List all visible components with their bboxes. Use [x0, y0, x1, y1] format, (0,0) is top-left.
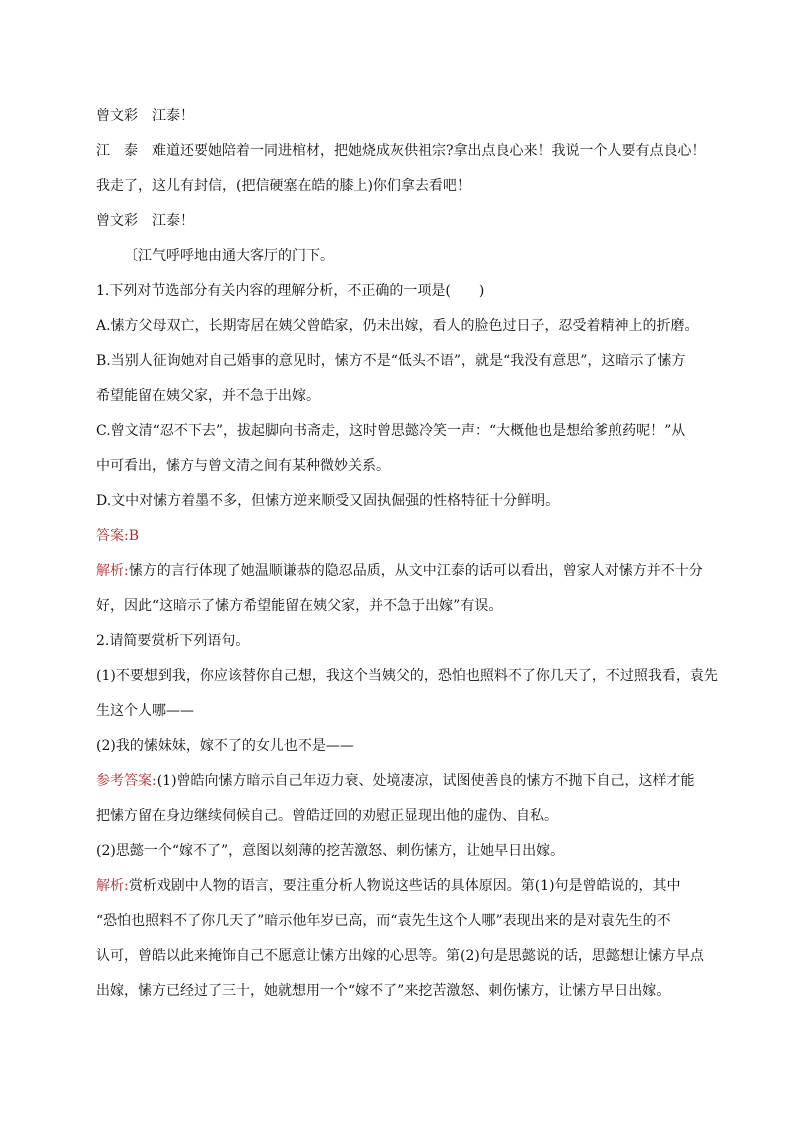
- dialogue-line: [96, 107, 194, 125]
- sentence-1-cont: 生这个人哪——: [96, 703, 194, 719]
- speech: 江泰！: [152, 213, 194, 229]
- sentence-2: (2)我的愫妹妹，嫁不了的女儿也不是——: [96, 738, 354, 754]
- analysis-cont: 出嫁，愫方已经过了三十，她就想用一个“嫁不了”来挖苦激怒、刺伤愫方，让愫方早日出嫁。: [96, 983, 671, 999]
- analysis-cont: 认可，曾皓以此来掩饰自己不愿意让愫方出嫁的心思等。第(2)句是思懿说的话，思懿想让愫方早点: [96, 948, 704, 964]
- speech: 江泰！: [152, 108, 194, 124]
- option-c-cont: 中可看出，愫方与曾文清之间有某种微妙关系。: [96, 458, 390, 474]
- option-a: A.愫方父母双亡，长期寄居在姨父曾皓家，仍未出嫁，看人的脸色过日子，忍受着精神上的折磨。: [96, 318, 699, 334]
- option-d: D.文中对愫方着墨不多，但愫方逆来顺受又固执倔强的性格特征十分鲜明。: [96, 493, 560, 509]
- option-b-cont: 希望能留在姨父家，并不急于出嫁。: [96, 388, 320, 404]
- sentence-1: (1)不要想到我，你应该替你自己想，我这个当姨父的，恐怕也照料不了你几天了，不过照我看，袁先: [96, 668, 718, 684]
- stage-direction: 〔江气呼呼地由通大客厅的门下。: [124, 248, 334, 264]
- analysis: [96, 877, 681, 895]
- dialogue-line: [96, 142, 706, 160]
- analysis: [96, 562, 703, 580]
- speaker: 曾文彩: [96, 108, 138, 124]
- answer-label: 答案:: [96, 528, 129, 544]
- analysis-text: 赏析戏剧中人物的语言，要注重分析人物说这些话的具体原因。第(1)句是曾皓说的，其中: [128, 878, 681, 894]
- reference-answer: [96, 772, 695, 790]
- reference-2: (2)思懿一个“嫁不了”，意图以刻薄的挖苦激怒、刺伤愫方，让她早日出嫁。: [96, 843, 565, 859]
- analysis-cont: “恐怕也照料不了你几天了”暗示他年岁已高，而“袁先生这个人哪”表现出来的是对袁先生的不: [96, 913, 671, 929]
- dialogue-line: [96, 177, 471, 195]
- reference-label: 参考答案:: [96, 773, 157, 789]
- analysis-text: 愫方的言行体现了她温顺谦恭的隐忍品质，从文中江泰的话可以看出，曾家人对愫方并不十分: [128, 563, 703, 579]
- reference-text: (1)曾皓向愫方暗示自己年迈力衰、处境凄凉，试图使善良的愫方不抛下自己，这样才能: [156, 773, 695, 789]
- speech: 难道还要她陪着一同进棺材，把她烧成灰供祖宗?拿出点良心来！我说一个人要有点良心！: [152, 143, 706, 159]
- dialogue-line: [96, 212, 194, 230]
- question-stem: 2.请简要赏析下列语句。: [96, 633, 250, 649]
- speaker: 曾文彩: [96, 213, 138, 229]
- analysis-label: 解析:: [96, 563, 129, 579]
- question-stem: 1.下列对节选部分有关内容的理解分析，不正确的一项是( ): [96, 283, 485, 299]
- speech: 我走了，这儿有封信，(把信硬塞在皓的膝上)你们拿去看吧！: [96, 178, 471, 194]
- speaker: 江 泰: [96, 143, 138, 159]
- analysis-label: 解析:: [96, 878, 129, 894]
- answer: [96, 527, 139, 545]
- option-b: B.当别人征询她对自己婚事的意见时，愫方不是“低头不语”，就是“我没有意思”，这暗示了愫方: [96, 353, 686, 369]
- reference-cont: 把愫方留在身边继续伺候自己。曾皓迂回的劝慰正显现出他的虚伪、自私。: [96, 808, 558, 824]
- answer-value: B: [128, 528, 140, 544]
- analysis-cont: 好，因此“这暗示了愫方希望能留在姨父家，并不急于出嫁”有误。: [96, 598, 503, 614]
- option-c: C.曾文清“忍不下去”，拔起脚向书斋走，这时曾思懿冷笑一声：“大概他也是想给爹煎药呢！”从: [96, 423, 686, 439]
